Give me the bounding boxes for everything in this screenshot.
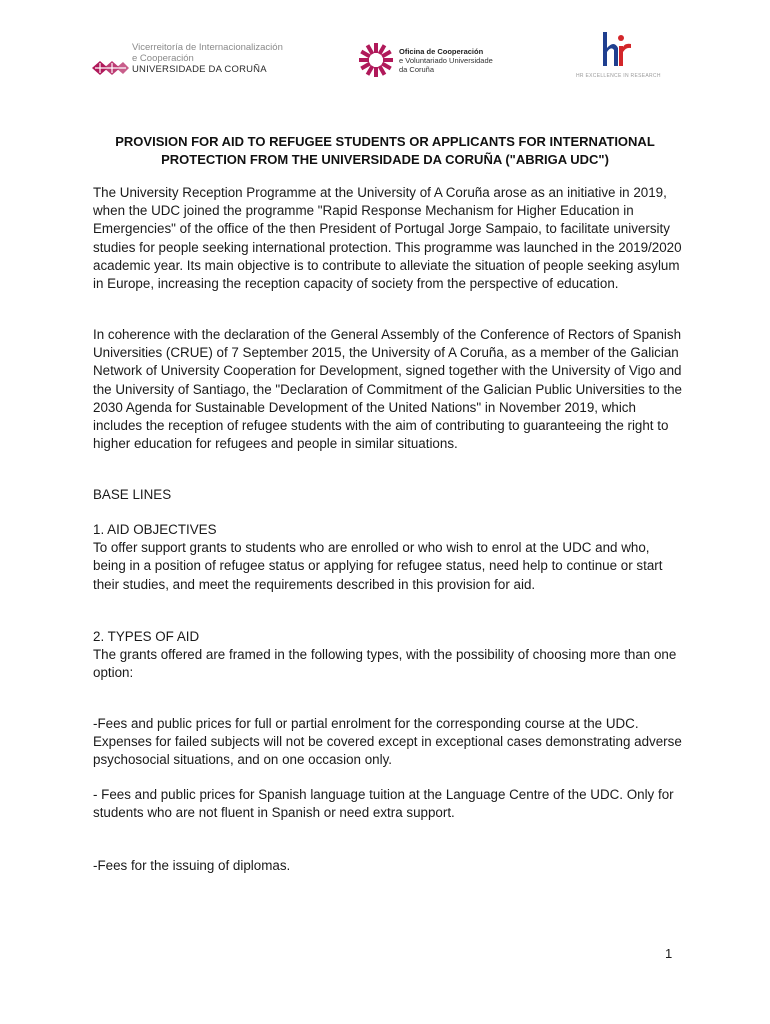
intro-paragraph: The University Reception Programme at the University of A Coruña arose as an initiative in 2019, when the UDC joined the programme "Rapid Response Mechanism for Higher Education in Emergencies" of the office of the then President of Portugal Jorge Sampaio, to facilitate university studies for people seeking international protection. This programme was launched in the 2019/2020 academic year. Its main objective is to contribute to alleviate the situation of people seeking asylum in Europe, increasing the reception capacity of society from the perspective of education. <box>93 185 682 292</box>
section-heading: 1. AID OBJECTIVES <box>93 522 217 537</box>
document-title <box>92 133 678 169</box>
ocv-logo-line3: da Coruña <box>399 65 435 74</box>
hr-mark-icon <box>600 30 634 70</box>
section-text: To offer support grants to students who are enrolled or who wish to enrol at the UDC and who, being in a position of refugee status or applying for refugee status, need help to continue or start their studies, and meet the requirements described in this provision for aid. <box>93 540 663 592</box>
aid-item-enrolment: -Fees and public prices for full or partial enrolment for the corresponding course at the UDC. Expenses for failed subjects will not be covered except in exceptional cases demonstrating adverse psychosocial situations, and on one occasion only. <box>93 716 682 768</box>
title-line-2: PROTECTION FROM THE UNIVERSIDADE DA CORUÑA ("ABRIGA UDC") <box>161 152 609 167</box>
hr-excellence-logo <box>576 30 661 82</box>
udc-emblem-icon <box>90 58 130 78</box>
cooperation-star-icon <box>358 42 394 78</box>
vice-logo-line2: e Cooperación <box>132 53 194 64</box>
section-text: The grants offered are framed in the following types, with the possibility of choosing more than one option: <box>93 647 677 681</box>
hr-logo-caption: HR EXCELLENCE IN RESEARCH <box>576 73 661 79</box>
udc-vice-rectorate-logo <box>90 42 290 82</box>
crue-paragraph: In coherence with the declaration of the General Assembly of the Conference of Rectors of Spanish Universities (CRUE) of 7 September 2015, the University of A Coruña, as a member of the Galician Network of University Cooperation for Development, signed together with the University of Vigo and the University of Santiago, the "Declaration of Commitment of the Galician Public Universities to the 2030 Agenda for Sustainable Development of the United Nations" in November 2019, which includes the reception of refugee students with the aim of contributing to guaranteeing the right to higher education for refugees and people in similar situations. <box>93 327 683 452</box>
aid-item-language: - Fees and public prices for Spanish language tuition at the Language Centre of the UDC. Only for students who are not fluent in Spanish or need extra support. <box>93 787 674 821</box>
base-lines-heading: BASE LINES <box>93 487 172 502</box>
title-line-1: PROVISION FOR AID TO REFUGEE STUDENTS OR APPLICANTS FOR INTERNATIONAL <box>115 134 655 149</box>
vice-logo-line1: Vicerreitoría de Internacionalización <box>132 42 283 53</box>
vice-logo-line3: UNIVERSIDADE DA CORUÑA <box>132 64 267 75</box>
page-number: 1 <box>665 946 673 961</box>
section-types-of-aid <box>93 628 683 683</box>
ocv-logo-line2: e Voluntariado Universidade <box>399 56 493 65</box>
cooperation-office-logo <box>358 42 528 82</box>
section-aid-objectives <box>93 521 683 594</box>
ocv-logo-line1: Oficina de Cooperación <box>399 47 484 56</box>
section-heading: 2. TYPES OF AID <box>93 629 200 644</box>
aid-item-diplomas: -Fees for the issuing of diplomas. <box>93 858 291 873</box>
